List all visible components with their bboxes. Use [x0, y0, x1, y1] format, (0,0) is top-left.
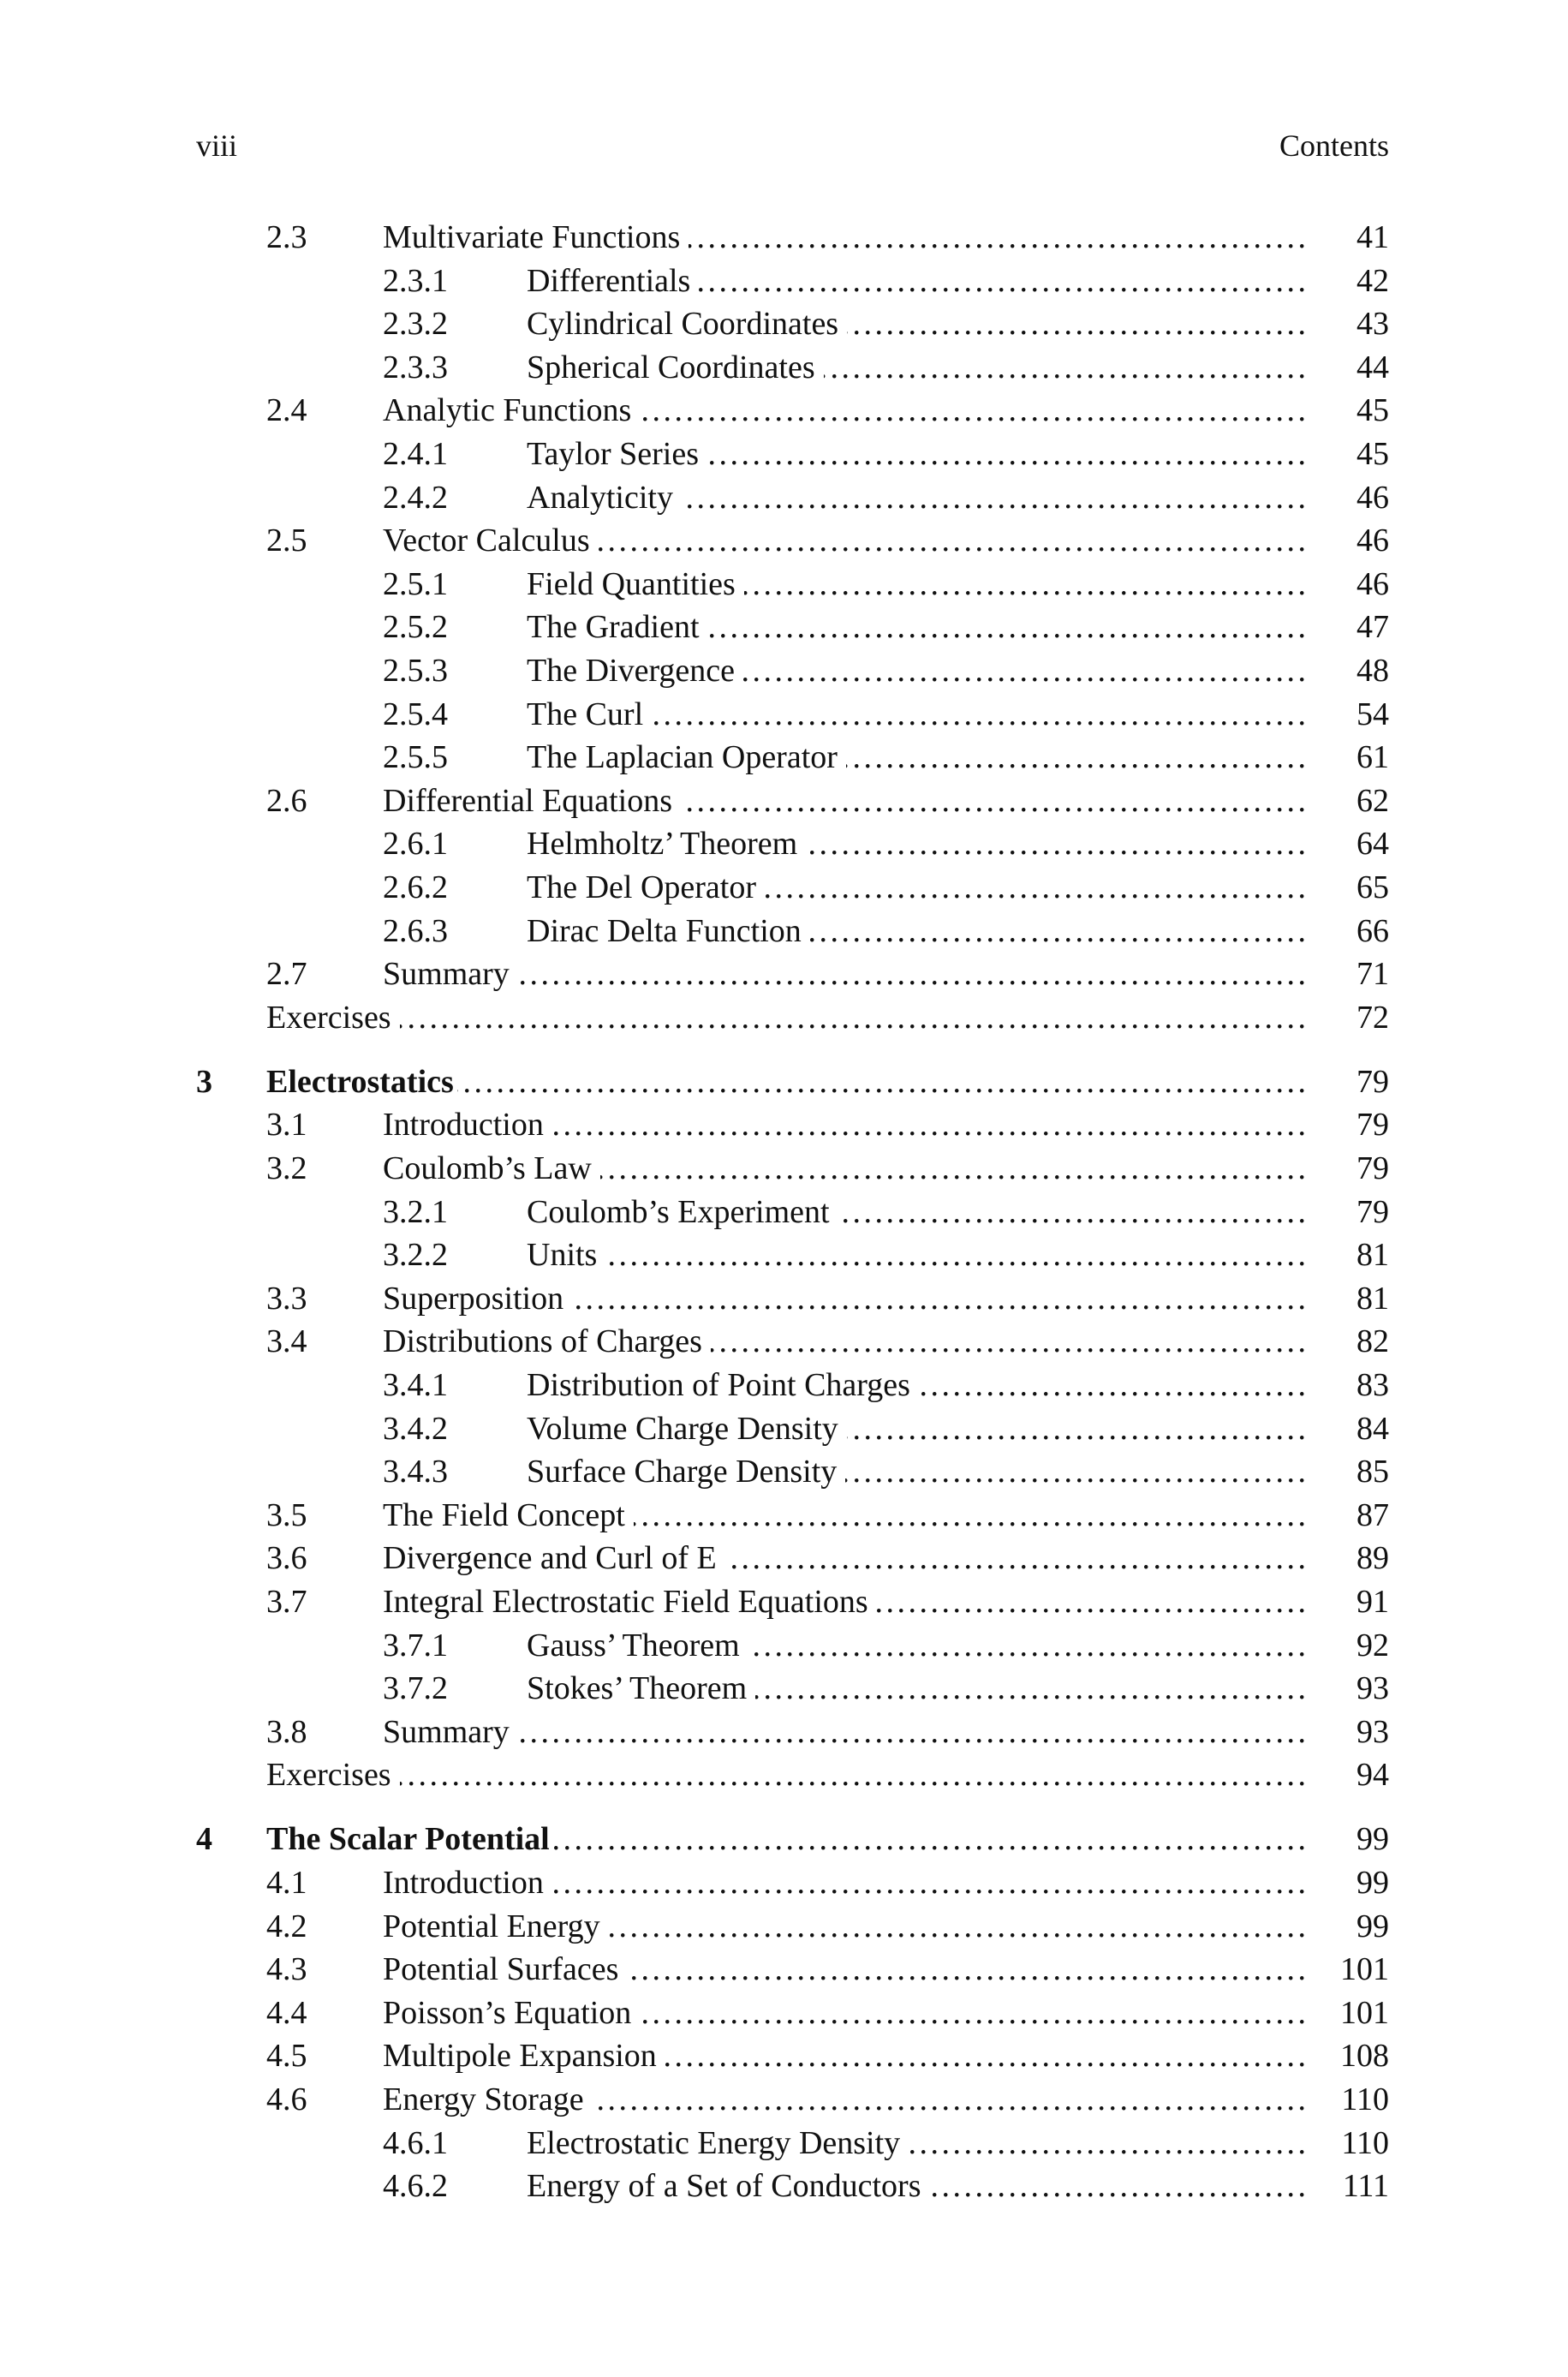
entry-title-wrap — [527, 1191, 1306, 1233]
entry-number: 2.6 — [266, 782, 307, 819]
entry-page: 45 — [1356, 392, 1389, 429]
entry-title-wrap — [383, 519, 1306, 562]
dot-leader — [640, 1992, 1306, 2034]
dot-leader — [652, 693, 1306, 736]
toc-entry-section — [0, 1103, 1568, 1147]
entry-number: 4.5 — [266, 2038, 307, 2075]
entry-title-wrap — [266, 1753, 1306, 1796]
entry-title: Exercises — [266, 999, 391, 1036]
toc-entry-chapter — [0, 1060, 1568, 1104]
toc-entry-plain — [0, 996, 1568, 1040]
entry-page: 93 — [1356, 1670, 1389, 1707]
toc-entry-subsection — [0, 260, 1568, 303]
toc-entry-subsection — [0, 346, 1568, 390]
entry-page: 92 — [1356, 1627, 1389, 1663]
toc-entry-subsection — [0, 693, 1568, 737]
toc-entry-section — [0, 1494, 1568, 1538]
entry-title-wrap — [527, 302, 1306, 345]
entry-title-wrap — [383, 389, 1306, 432]
toc-entry-subsection — [0, 1233, 1568, 1277]
entry-title: Vector Calculus — [383, 523, 590, 559]
entry-title-wrap — [527, 1667, 1306, 1710]
entry-title-wrap — [527, 1450, 1306, 1493]
toc-entry-section — [0, 779, 1568, 823]
entry-title-wrap — [527, 866, 1306, 909]
entry-page: 72 — [1356, 999, 1389, 1036]
entry-title: Spherical Coordinates — [527, 349, 815, 385]
toc-entry-section — [0, 1580, 1568, 1624]
entry-title-wrap — [383, 1494, 1306, 1537]
entry-page: 46 — [1356, 565, 1389, 602]
toc-entry-subsection — [0, 866, 1568, 910]
entry-page: 91 — [1356, 1583, 1389, 1620]
toc-entry-section — [0, 2078, 1568, 2122]
entry-title: Gauss’ Theorem — [527, 1627, 740, 1663]
entry-page: 93 — [1356, 1713, 1389, 1750]
entry-title-wrap — [383, 1320, 1306, 1363]
dot-leader — [708, 606, 1306, 648]
dot-leader — [627, 1948, 1306, 1991]
entry-page: 94 — [1356, 1757, 1389, 1794]
toc-entry-subsection — [0, 1191, 1568, 1234]
entry-title: The Laplacian Operator — [527, 739, 838, 776]
entry-title: The Curl — [527, 696, 644, 732]
entry-title-wrap — [527, 2165, 1306, 2207]
entry-page: 111 — [1342, 2168, 1389, 2205]
dot-leader — [599, 519, 1306, 562]
dot-leader — [743, 649, 1306, 692]
entry-page: 84 — [1356, 1410, 1389, 1447]
entry-title: Volume Charge Density — [527, 1410, 838, 1447]
entry-number: 2.3.2 — [383, 306, 448, 343]
entry-page: 79 — [1356, 1193, 1389, 1230]
entry-page: 44 — [1356, 349, 1389, 385]
entry-number: 2.5 — [266, 523, 307, 559]
entry-title: Distributions of Charges — [383, 1323, 702, 1360]
entry-title-wrap — [527, 1233, 1306, 1276]
entry-page: 46 — [1356, 479, 1389, 516]
dot-leader — [877, 1580, 1306, 1623]
dot-leader — [689, 216, 1306, 259]
entry-title-wrap — [527, 476, 1306, 519]
entry-title-wrap — [266, 1818, 1306, 1860]
entry-number: 4.6 — [266, 2081, 307, 2117]
entry-page: 54 — [1356, 696, 1389, 732]
toc-entry-subsection — [0, 563, 1568, 606]
entry-number: 3.1 — [266, 1107, 307, 1144]
entry-number: 3.7.2 — [383, 1670, 448, 1707]
entry-page: 99 — [1356, 1821, 1389, 1858]
entry-page: 110 — [1341, 2081, 1389, 2117]
entry-title-wrap — [383, 1905, 1306, 1948]
entry-page: 66 — [1356, 912, 1389, 949]
dot-leader — [919, 1364, 1306, 1406]
entry-title-wrap — [383, 779, 1306, 822]
entry-title: Introduction — [383, 1107, 544, 1144]
dot-leader — [909, 2122, 1306, 2165]
toc-entry-subsection — [0, 1624, 1568, 1668]
entry-title: Superposition — [383, 1280, 564, 1317]
toc-entry-subsection — [0, 1667, 1568, 1711]
entry-page: 79 — [1356, 1107, 1389, 1144]
entry-number: 4.2 — [266, 1908, 307, 1944]
entry-title-wrap — [527, 260, 1306, 302]
entry-title: The Field Concept — [383, 1496, 625, 1533]
entry-title-wrap — [383, 1147, 1306, 1190]
entry-title: Cylindrical Coordinates — [527, 306, 839, 343]
entry-title-wrap — [527, 1364, 1306, 1406]
entry-page: 47 — [1356, 609, 1389, 646]
entry-title: Differential Equations — [383, 782, 673, 819]
entry-title-wrap — [266, 996, 1306, 1039]
entry-title: Field Quantities — [527, 565, 736, 602]
toc-entry-section — [0, 1992, 1568, 2035]
toc-entry-subsection — [0, 2165, 1568, 2208]
dot-leader — [765, 866, 1306, 909]
entry-page: 43 — [1356, 306, 1389, 343]
entry-title-wrap — [527, 1407, 1306, 1450]
entry-title: Multipole Expansion — [383, 2038, 657, 2075]
dot-leader — [400, 1753, 1306, 1796]
toc-entry-section — [0, 1147, 1568, 1191]
entry-number: 2.3.3 — [383, 349, 448, 385]
page-number: viii — [196, 128, 238, 163]
entry-title-wrap — [383, 1948, 1306, 1991]
dot-leader — [681, 779, 1306, 822]
dot-leader — [457, 1060, 1306, 1103]
toc-entry-subsection — [0, 1407, 1568, 1451]
entry-number: 3.8 — [266, 1713, 307, 1750]
dot-leader — [640, 389, 1306, 432]
dot-leader — [810, 910, 1306, 953]
entry-title: Poisson’s Equation — [383, 1994, 632, 2031]
entry-page: 83 — [1356, 1366, 1389, 1403]
toc-entry-chapter — [0, 1818, 1568, 1861]
toc-entry-section — [0, 519, 1568, 563]
toc-entry-section — [0, 216, 1568, 260]
entry-title-wrap — [527, 736, 1306, 779]
entry-title: Electrostatic Energy Density — [527, 2124, 901, 2161]
entry-title-wrap — [383, 1711, 1306, 1753]
dot-leader — [553, 1818, 1306, 1860]
entry-title-wrap — [266, 1060, 1306, 1103]
entry-number: 2.6.3 — [383, 912, 448, 949]
entry-number: 3.3 — [266, 1280, 307, 1317]
toc-entry-section — [0, 1905, 1568, 1949]
toc-entry-section — [0, 1948, 1568, 1992]
entry-page: 64 — [1356, 826, 1389, 863]
toc-entry-section — [0, 1537, 1568, 1580]
entry-page: 101 — [1340, 1951, 1389, 1988]
toc-entry-subsection — [0, 736, 1568, 779]
entry-title-wrap — [383, 1103, 1306, 1146]
toc-entry-section — [0, 1277, 1568, 1321]
entry-title: Taylor Series — [527, 435, 700, 472]
entry-title-wrap — [383, 953, 1306, 995]
entry-page: 89 — [1356, 1540, 1389, 1577]
entry-page: 81 — [1356, 1280, 1389, 1317]
entry-title: Electrostatics — [266, 1063, 454, 1100]
toc-entry-section — [0, 389, 1568, 433]
entry-page: 42 — [1356, 262, 1389, 299]
entry-page: 79 — [1356, 1063, 1389, 1100]
toc-entry-section — [0, 1861, 1568, 1905]
entry-number: 3.4.2 — [383, 1410, 448, 1447]
dot-leader — [600, 1147, 1306, 1190]
entry-title: Potential Energy — [383, 1908, 600, 1944]
entry-page: 110 — [1341, 2124, 1389, 2161]
entry-title-wrap — [527, 649, 1306, 692]
entry-number: 3.2.1 — [383, 1193, 448, 1230]
entry-title-wrap — [383, 216, 1306, 259]
entry-title-wrap — [527, 910, 1306, 953]
entry-number: 4.3 — [266, 1951, 307, 1988]
entry-number: 2.5.1 — [383, 565, 448, 602]
dot-leader — [725, 1537, 1306, 1580]
entry-number: 2.6.1 — [383, 826, 448, 863]
entry-page: 99 — [1356, 1864, 1389, 1901]
dot-leader — [699, 260, 1306, 302]
entry-title-wrap — [527, 563, 1306, 606]
entry-title-wrap — [383, 2034, 1306, 2077]
entry-title-wrap — [383, 2078, 1306, 2121]
entry-title: Energy of a Set of Conductors — [527, 2168, 921, 2205]
entry-number: 2.5.5 — [383, 739, 448, 776]
entry-number: 2.3 — [266, 219, 307, 255]
entry-title: Divergence and Curl of E — [383, 1540, 717, 1577]
entry-page: 79 — [1356, 1150, 1389, 1186]
entry-title: Dirac Delta Function — [527, 912, 802, 949]
dot-leader — [400, 996, 1306, 1039]
entry-title: Integral Electrostatic Field Equations — [383, 1583, 868, 1620]
entry-page: 99 — [1356, 1908, 1389, 1944]
dot-leader — [518, 953, 1306, 995]
entry-number: 2.5.4 — [383, 696, 448, 732]
entry-number: 3.2 — [266, 1150, 307, 1186]
entry-title: Units — [527, 1237, 598, 1274]
toc-entry-subsection — [0, 302, 1568, 346]
entry-number: 3.6 — [266, 1540, 307, 1577]
entry-title-wrap — [383, 1861, 1306, 1904]
toc-entry-section — [0, 1320, 1568, 1364]
entry-page: 85 — [1356, 1454, 1389, 1490]
running-title: Contents — [1279, 128, 1389, 163]
entry-title-wrap — [527, 606, 1306, 648]
table-of-contents — [0, 216, 1568, 2208]
dot-leader — [634, 1494, 1306, 1537]
toc-entry-subsection — [0, 2122, 1568, 2165]
entry-page: 87 — [1356, 1496, 1389, 1533]
dot-leader — [744, 563, 1306, 606]
entry-title: The Scalar Potential — [266, 1821, 550, 1858]
entry-number: 2.4 — [266, 392, 307, 429]
entry-title-wrap — [383, 1277, 1306, 1320]
entry-number: 4.6.1 — [383, 2124, 448, 2161]
entry-page: 65 — [1356, 869, 1389, 905]
dot-leader — [552, 1103, 1306, 1146]
entry-title-wrap — [383, 1537, 1306, 1580]
entry-number: 3 — [196, 1063, 212, 1100]
entry-title: Analyticity — [527, 479, 673, 516]
toc-entry-subsection — [0, 1364, 1568, 1407]
dot-leader — [838, 1191, 1306, 1233]
entry-title: Stokes’ Theorem — [527, 1670, 748, 1707]
entry-title-wrap — [527, 2122, 1306, 2165]
entry-title: Exercises — [266, 1757, 391, 1794]
dot-leader — [665, 2034, 1306, 2077]
toc-entry-subsection — [0, 476, 1568, 520]
toc-entry-section — [0, 1711, 1568, 1754]
entry-page: 71 — [1356, 956, 1389, 993]
entry-page: 46 — [1356, 523, 1389, 559]
entry-number: 3.2.2 — [383, 1237, 448, 1274]
entry-number: 2.4.2 — [383, 479, 448, 516]
entry-number: 2.7 — [266, 956, 307, 993]
entry-number: 4 — [196, 1821, 212, 1858]
entry-title: Distribution of Point Charges — [527, 1366, 910, 1403]
entry-number: 4.1 — [266, 1864, 307, 1901]
toc-entry-subsection — [0, 910, 1568, 953]
entry-page: 41 — [1356, 219, 1389, 255]
entry-number: 3.4.1 — [383, 1366, 448, 1403]
dot-leader — [593, 2078, 1306, 2121]
entry-number: 2.5.3 — [383, 652, 448, 689]
entry-title: Multivariate Functions — [383, 219, 681, 255]
entry-page: 82 — [1356, 1323, 1389, 1360]
entry-title: Coulomb’s Law — [383, 1150, 592, 1186]
entry-title: Introduction — [383, 1864, 544, 1901]
entry-number: 2.3.1 — [383, 262, 448, 299]
entry-title: Coulomb’s Experiment — [527, 1193, 830, 1230]
dot-leader — [845, 1450, 1306, 1493]
entry-title-wrap — [527, 822, 1306, 865]
toc-entry-subsection — [0, 1450, 1568, 1494]
dot-leader — [806, 822, 1306, 865]
entry-title: Surface Charge Density — [527, 1454, 838, 1490]
entry-number: 4.6.2 — [383, 2168, 448, 2205]
toc-entry-subsection — [0, 433, 1568, 476]
dot-leader — [552, 1861, 1306, 1904]
entry-number: 3.7 — [266, 1583, 307, 1620]
toc-entry-plain — [0, 1753, 1568, 1797]
toc-entry-section — [0, 2034, 1568, 2078]
entry-title: The Divergence — [527, 652, 736, 689]
entry-title-wrap — [383, 1992, 1306, 2034]
entry-title: Energy Storage — [383, 2081, 584, 2117]
entry-number: 4.4 — [266, 1994, 307, 2031]
entry-page: 45 — [1356, 435, 1389, 472]
dot-leader — [824, 346, 1306, 389]
entry-number: 3.7.1 — [383, 1627, 448, 1663]
entry-number: 2.4.1 — [383, 435, 448, 472]
entry-number: 2.5.2 — [383, 609, 448, 646]
entry-page: 61 — [1356, 739, 1389, 776]
dot-leader — [682, 476, 1306, 519]
entry-title: Potential Surfaces — [383, 1951, 619, 1988]
entry-title: The Gradient — [527, 609, 700, 646]
dot-leader — [755, 1667, 1306, 1710]
entry-title: The Del Operator — [527, 869, 756, 905]
entry-title-wrap — [383, 1580, 1306, 1623]
entry-title: Differentials — [527, 262, 691, 299]
dot-leader — [930, 2165, 1307, 2207]
entry-title-wrap — [527, 693, 1306, 736]
entry-page: 101 — [1340, 1994, 1389, 2031]
entry-page: 62 — [1356, 782, 1389, 819]
entry-page: 108 — [1340, 2038, 1389, 2075]
entry-title: Summary — [383, 1713, 510, 1750]
entry-title-wrap — [527, 346, 1306, 389]
entry-number: 2.6.2 — [383, 869, 448, 905]
entry-title: Helmholtz’ Theorem — [527, 826, 798, 863]
toc-entry-section — [0, 953, 1568, 996]
entry-number: 3.5 — [266, 1496, 307, 1533]
entry-page: 48 — [1356, 652, 1389, 689]
dot-leader — [518, 1711, 1306, 1753]
entry-number: 3.4 — [266, 1323, 307, 1360]
dot-leader — [846, 736, 1306, 779]
dot-leader — [609, 1905, 1306, 1948]
dot-leader — [572, 1277, 1306, 1320]
dot-leader — [605, 1233, 1306, 1276]
dot-leader — [847, 302, 1306, 345]
entry-number: 3.4.3 — [383, 1454, 448, 1490]
entry-title-wrap — [527, 433, 1306, 475]
entry-title: Analytic Functions — [383, 392, 632, 429]
entry-title: Summary — [383, 956, 510, 993]
entry-title-wrap — [527, 1624, 1306, 1667]
dot-leader — [847, 1407, 1306, 1450]
toc-entry-subsection — [0, 822, 1568, 866]
dot-leader — [748, 1624, 1306, 1667]
toc-entry-subsection — [0, 649, 1568, 693]
dot-leader — [711, 1320, 1306, 1363]
entry-page: 81 — [1356, 1237, 1389, 1274]
toc-entry-subsection — [0, 606, 1568, 649]
dot-leader — [707, 433, 1306, 475]
